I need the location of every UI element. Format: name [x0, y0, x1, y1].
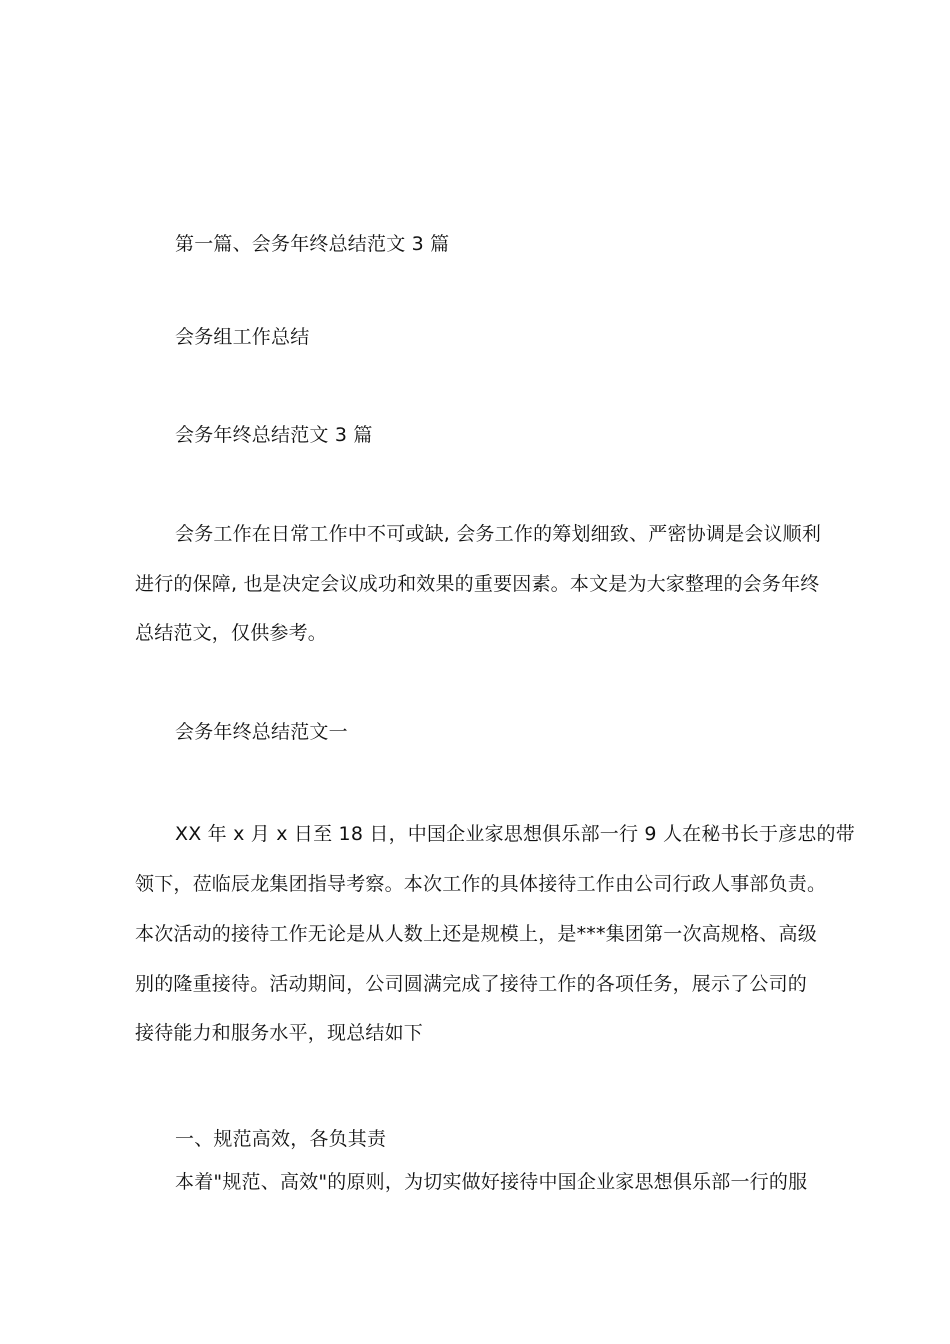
- section-title: 会务年终总结范文一: [175, 721, 348, 743]
- body-line-1: XX 年 x 月 x 日至 18 日，中国企业家思想俱乐部一行 9 人在秘书长于彦忠的带: [175, 823, 855, 845]
- intro-line-1: 会务工作在日常工作中不可或缺, 会务工作的筹划细致、严密协调是会议顺利: [175, 523, 822, 545]
- body2-line-1: 本着"规范、高效"的原则，为切实做好接待中国企业家思想俱乐部一行的服: [175, 1171, 808, 1193]
- body-line-5: 接待能力和服务水平，现总结如下: [135, 1022, 424, 1044]
- subheading: 一、规范高效，各负其责: [175, 1128, 387, 1150]
- heading-summary-samples: 会务年终总结范文 3 篇: [175, 424, 373, 446]
- intro-line-2: 进行的保障, 也是决定会议成功和效果的重要因素。本文是为大家整理的会务年终: [135, 573, 820, 595]
- heading-work-summary: 会务组工作总结: [175, 326, 310, 348]
- body-line-3: 本次活动的接待工作无论是从人数上还是规模上，是***集团第一次高规格、高级: [135, 923, 817, 945]
- body-line-4: 别的隆重接待。活动期间，公司圆满完成了接待工作的各项任务，展示了公司的: [135, 973, 808, 995]
- intro-line-3: 总结范文，仅供参考。: [135, 622, 328, 644]
- body-line-2: 领下，莅临辰龙集团指导考察。本次工作的具体接待工作由公司行政人事部负责。: [135, 873, 827, 895]
- heading-part-one: 第一篇、会务年终总结范文 3 篇: [175, 233, 450, 255]
